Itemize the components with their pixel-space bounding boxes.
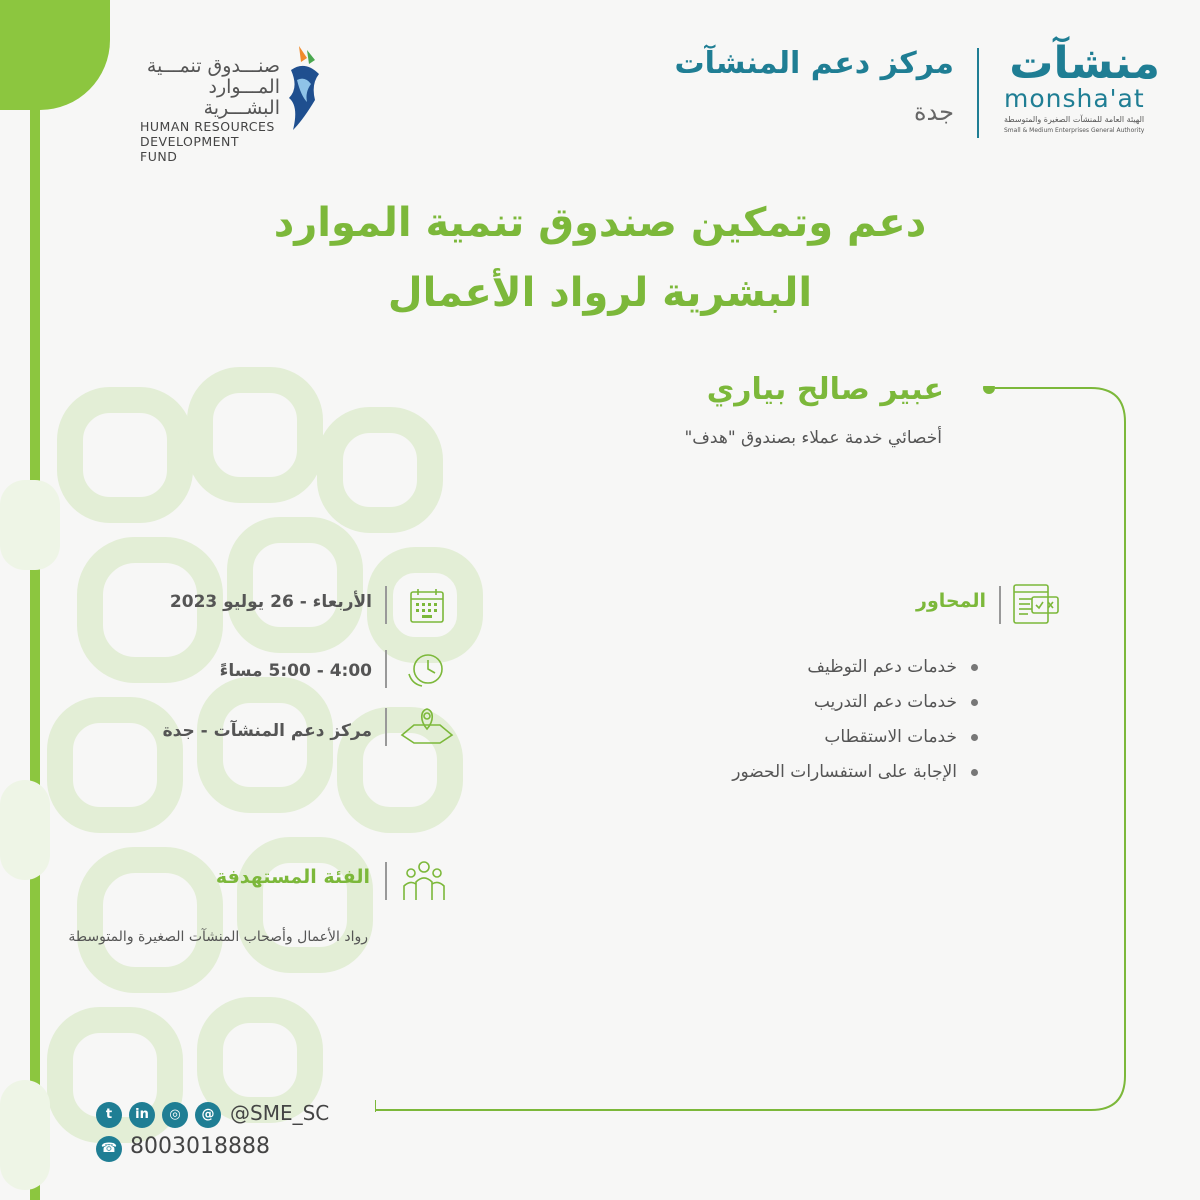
axes-title: المحاور	[916, 590, 986, 612]
monshaat-logo-en: monsha'at	[1004, 84, 1145, 113]
bullet-icon	[971, 699, 978, 706]
social-handle: @SME_SC	[230, 1101, 330, 1125]
hrdf-emblem-icon	[285, 40, 325, 132]
bullet-icon	[971, 664, 978, 671]
speaker-name: عبير صالح بياري	[706, 372, 944, 407]
list-item: خدمات دعم التوظيف	[498, 653, 978, 688]
audience-separator	[385, 862, 387, 900]
time-separator	[385, 650, 387, 688]
hrdf-name-en-line1: HUMAN RESOURCES	[140, 119, 275, 134]
twitter-icon[interactable]: t	[96, 1102, 122, 1128]
axes-list	[498, 653, 978, 793]
event-time: 4:00 - 5:00 مساءً	[219, 661, 372, 681]
map-location-icon	[400, 705, 454, 745]
monshaat-subtitle-en: Small & Medium Enterprises General Authority	[1004, 127, 1145, 134]
people-group-icon	[402, 860, 446, 902]
speaker-role: أخصائي خدمة عملاء بصندوق "هدف"	[684, 428, 942, 448]
audience-title: الفئة المستهدفة	[215, 866, 370, 888]
phone-number: 8003018888	[130, 1134, 270, 1159]
phone-icon[interactable]: ☎	[96, 1136, 122, 1162]
hrdf-name-ar-line2: المـــوارد البشـــرية	[203, 76, 280, 119]
list-item: خدمات الاستقطاب	[498, 723, 978, 758]
hrdf-name-ar-line1: صنـــدوق تنمـــية	[146, 55, 280, 77]
event-title-line2: البشرية لرواد الأعمال	[387, 270, 813, 316]
hrdf-logo	[140, 40, 320, 164]
hrdf-name-en-line2: DEVELOPMENT FUND	[140, 134, 240, 164]
bullet-icon	[971, 734, 978, 741]
list-item: الإجابة على استفسارات الحضور	[498, 758, 978, 793]
clock-icon	[406, 648, 446, 688]
event-title-line1: دعم وتمكين صندوق تنمية الموارد	[273, 200, 927, 246]
date-separator	[385, 586, 387, 624]
calendar-icon	[408, 587, 446, 625]
instagram-icon[interactable]: ◎	[162, 1102, 188, 1128]
monshaat-subtitle-ar: الهيئة العامة للمنشآت الصغيرة والمتوسطة	[1004, 115, 1145, 124]
linkedin-icon[interactable]: in	[129, 1102, 155, 1128]
axes-separator	[999, 586, 1001, 624]
location-separator	[385, 708, 387, 746]
center-city: جدة	[913, 98, 954, 126]
header-divider	[977, 48, 979, 138]
monshaat-logo-ar: منشآت	[1009, 38, 1160, 89]
threads-icon[interactable]: @	[195, 1102, 221, 1128]
event-title	[150, 188, 1050, 328]
audience-text: رواد الأعمال وأصحاب المنشآت الصغيرة والمتوسطة	[68, 929, 368, 945]
event-location: مركز دعم المنشآت - جدة	[162, 721, 372, 741]
center-name: مركز دعم المنشآت	[674, 46, 954, 81]
corner-decoration	[0, 0, 110, 110]
event-date: الأربعاء - 26 يوليو 2023	[169, 592, 372, 612]
list-item: خدمات دعم التدريب	[498, 688, 978, 723]
checklist-window-icon	[1012, 583, 1060, 627]
bullet-icon	[971, 769, 978, 776]
